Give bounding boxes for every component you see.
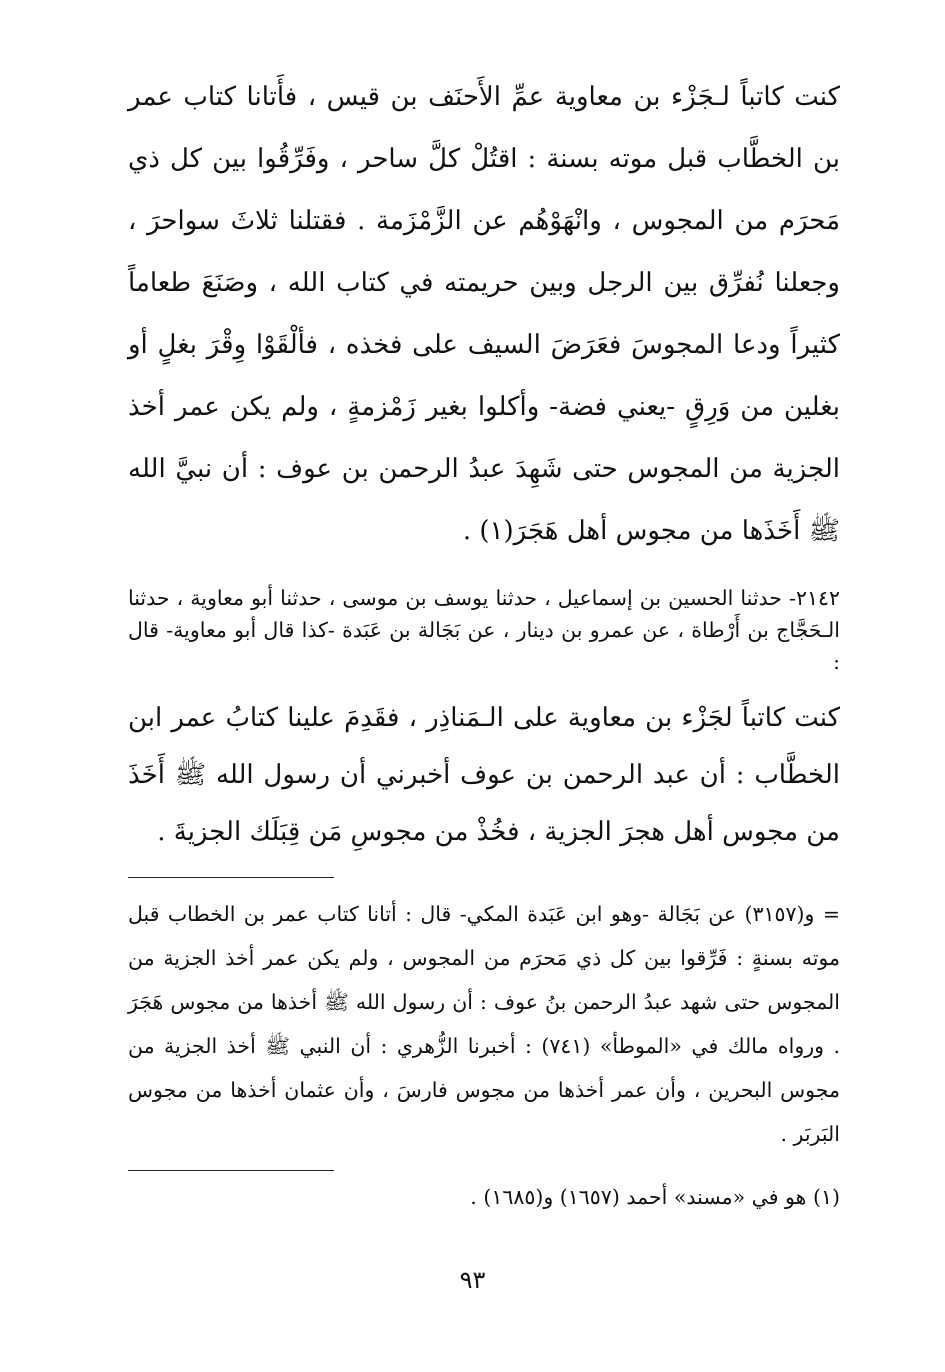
hadith-text-paragraph: كنت كاتباً لـجَزْء بن معاوية عمِّ الأَحنَف بن قيس ، فأَتانا كتاب عمر بن الخطَّاب قبل موته بسنة : اقتُلْ كلَّ ساحر ، وفَرِّقُوا بين كل ذي مَحرَم من المجوس ، وانْهَوْهُم عن الزَّمْزَمة . فقتلنا ثلاثَ سواحرَ ، وجعلنا نُفرِّق بين الرجل وبين حريمته في كتاب الله ، وصَنَعَ طعاماً كثيراً ودعا المجوسَ فعَرَضَ السيف على فخذه ، فألْقَوْا وِقْرَ بغلٍ أو بغلين من وَرِقٍ -يعني فضة- وأكلوا بغير زَمْزمةٍ ، ولم يكن عمر أخذ الجزية من المجوس حتى شَهِدَ عبدُ الرحمن بن عوف : أن نبيَّ الله ﷺ أَخَذَها من مجوس أهل هَجَرَ(١) . — [128, 82, 840, 546]
footnote-1: (١) هو في «مسند» أحمد (١٦٥٧) و(١٦٨٥) . — [470, 1185, 840, 1209]
hadith-2142-text: كنت كاتباً لجَزْء بن معاوية على الـمَناذِر ، فقَدِمَ علينا كتابُ عمر ابن الخطَّاب : أن عبد الرحمن بن عوف أخبرني أن رسول الله ﷺ أَخَذَ من مجوس أهل هجرَ الجزية ، فخُذْ من مجوسِ مَن قِبَلَك الجزيةَ . — [128, 703, 840, 847]
hadith-2142-isnad: ٢١٤٢- حدثنا الحسين بن إسماعيل ، حدثنا يوسف بن موسى ، حدثنا أبو معاوية ، حدثنا الـحَجَّاج بن أَرْطاة ، عن عمرو بن دينار ، عن بَجَالة بن عَبَدة -كذا قال أبو معاوية- قال : — [128, 586, 840, 674]
page-body — [128, 66, 840, 1215]
footnote-divider-2 — [128, 1170, 334, 1171]
continued-commentary: = و(٣١٥٧) عن بَجَالة -وهو ابن عَبَدة المكي- قال : أتانا كتاب عمر بن الخطاب قبل موته بسنةٍ : فَرِّقوا بين كل ذي مَحرَم من المجوس ، ولم يكن عمر أخذ الجزية من المجوس حتى شهد عبدُ الرحمن بنُ عوف : أن رسول الله ﷺ أخذها من مجوس هَجَرَ . ورواه مالك في «الموطأ» (٧٤١) : أخبرنا الزُّهري : أن النبي ﷺ أخذ الجزية من مجوس البحرين ، وأن عمر أخذها من مجوس فارسَ ، وأن عثمان أخذها من مجوس البَربَر . — [128, 902, 840, 1146]
page-number: ٩٣ — [459, 1266, 486, 1294]
footnote-divider — [128, 877, 334, 878]
